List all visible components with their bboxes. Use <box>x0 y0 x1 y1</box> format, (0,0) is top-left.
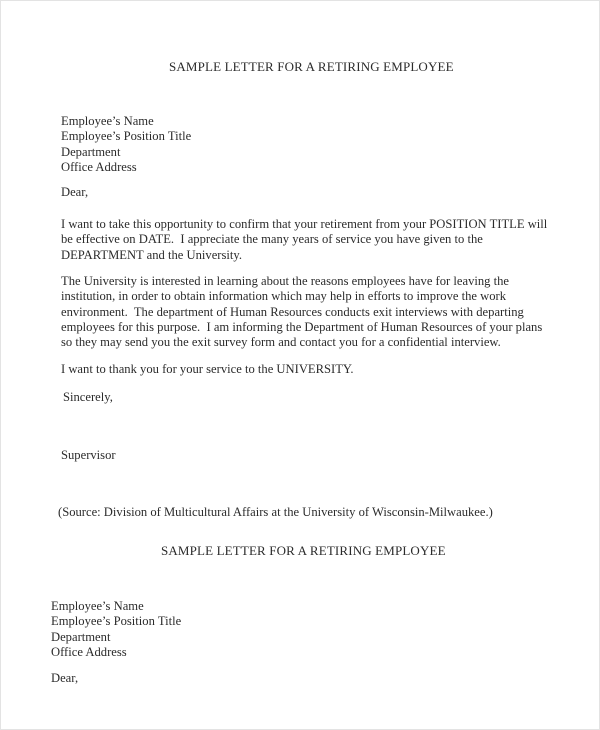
address-line-office: Office Address <box>61 160 137 175</box>
body-paragraph-exit-interview: The University is interested in learning about the reasons employees have for leaving the institution, in order to obtain information which may help in efforts to improve the work environment. The department of Human Resources conducts exit interviews with departing employees for this purpose. I am informing the Department of Human Resources of your plans so they may send you the exit survey form and contact you for a confidential interview. <box>61 274 546 350</box>
source-attribution: (Source: Division of Multicultural Affairs at the University of Wisconsin-Milwaukee.) <box>58 505 493 519</box>
body-paragraph-retirement-confirmation: I want to take this opportunity to confirm that your retirement from your POSITION TITLE will be effective on DATE. I appreciate the many years of service you have given to the DEPARTMENT and the University. <box>61 217 551 262</box>
salutation-first: Dear, <box>61 185 89 199</box>
letter-title-first: SAMPLE LETTER FOR A RETIRING EMPLOYEE <box>169 59 454 74</box>
address-line-office: Office Address <box>51 645 127 660</box>
document-body <box>1 1 599 729</box>
signature-block-title: Supervisor <box>61 448 116 462</box>
address-line-position: Employee’s Position Title <box>61 129 192 144</box>
body-paragraph-thank-you: I want to thank you for your service to the UNIVERSITY. <box>61 362 354 376</box>
address-line-department: Department <box>51 629 111 644</box>
address-line-name: Employee’s Name <box>61 114 154 128</box>
salutation-second: Dear, <box>51 671 79 685</box>
closing-salutation: Sincerely, <box>63 390 113 404</box>
recipient-address-first <box>61 114 191 176</box>
address-line-name: Employee’s Name <box>51 599 144 613</box>
letter-title-second: SAMPLE LETTER FOR A RETIRING EMPLOYEE <box>161 543 446 558</box>
recipient-address-second <box>51 599 181 661</box>
address-line-department: Department <box>61 144 121 159</box>
address-line-position: Employee’s Position Title <box>51 614 182 629</box>
